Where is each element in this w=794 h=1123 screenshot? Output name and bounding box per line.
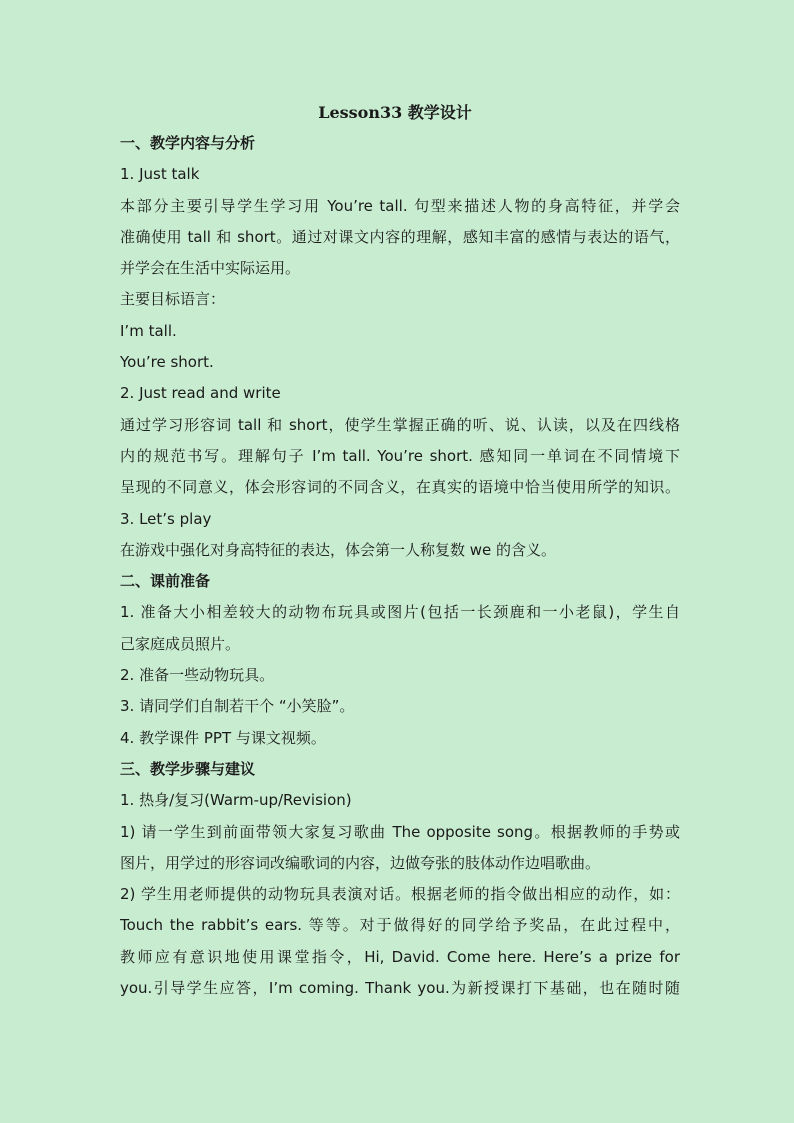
text-line: 呈现的不同意义，体会形容词的不同含义，在真实的语境中恰当使用所学的知识。 (120, 478, 680, 497)
section-heading: 一、教学内容与分析 (120, 134, 256, 152)
text-line: 3. 请同学们自制若干个 “小笑脸”。 (120, 697, 355, 716)
text-line: Touch the rabbit’s ears. 等等。对于做得好的同学给予奖品，在此过程中， (120, 916, 680, 935)
text-line: you.引导学生应答，I’m coming. Thank you.为新授课打下基础，也在随时随 (120, 979, 680, 998)
text-line: 内的规范书写。理解句子 I’m tall. You’re short. 感知同一单词在不同情境下 (120, 446, 680, 465)
text-line: 教师应有意识地使用课堂指令，Hi, David. Come here. Here’s a prize for (120, 947, 680, 966)
text-line: You’re short. (120, 353, 214, 372)
document-body (120, 98, 680, 1004)
text-line: 2. 准备一些动物玩具。 (120, 666, 275, 685)
text-line: 本部分主要引导学生学习用 You’re tall. 句型来描述人物的身高特征，并学会 (120, 196, 680, 215)
text-line: 图片，用学过的形容词改编歌词的内容，边做夸张的肢体动作边唱歌曲。 (120, 853, 601, 872)
document-title: Lesson33 教学设计 (318, 103, 472, 122)
text-line: 2) 学生用老师提供的动物玩具表演对话。根据老师的指令做出相应的动作，如： (120, 885, 680, 904)
text-line: 主要目标语言： (120, 290, 226, 309)
document-text (120, 128, 680, 1004)
section-heading: 三、教学步骤与建议 (120, 759, 256, 778)
section-heading: 二、课前准备 (120, 572, 211, 591)
text-line: 1. 准备大小相差较大的动物布玩具或图片(包括一长颈鹿和一小老鼠)，学生自 (120, 603, 680, 622)
text-line: 并学会在生活中实际运用。 (120, 259, 301, 278)
text-line: 己家庭成员照片。 (120, 634, 241, 653)
text-line: 1) 请一学生到前面带领大家复习歌曲 The opposite song。根据教师的手势或 (120, 822, 680, 841)
text-line: 通过学习形容词 tall 和 short，使学生掌握正确的听、说、认读，以及在四线格 (120, 415, 680, 434)
text-line: 1. Just talk (120, 165, 200, 184)
text-line: 在游戏中强化对身高特征的表达，体会第一人称复数 we 的含义。 (120, 540, 557, 559)
text-line: 3. Let’s play (120, 509, 212, 528)
text-line: 2. Just read and write (120, 384, 281, 403)
text-line: 4. 教学课件 PPT 与课文视频。 (120, 728, 326, 747)
text-line: 1. 热身/复习(Warm-up/Revision) (120, 791, 352, 810)
text-line: I’m tall. (120, 321, 177, 340)
text-line: 准确使用 tall 和 short。通过对课文内容的理解，感知丰富的感情与表达的语气， (120, 227, 680, 246)
